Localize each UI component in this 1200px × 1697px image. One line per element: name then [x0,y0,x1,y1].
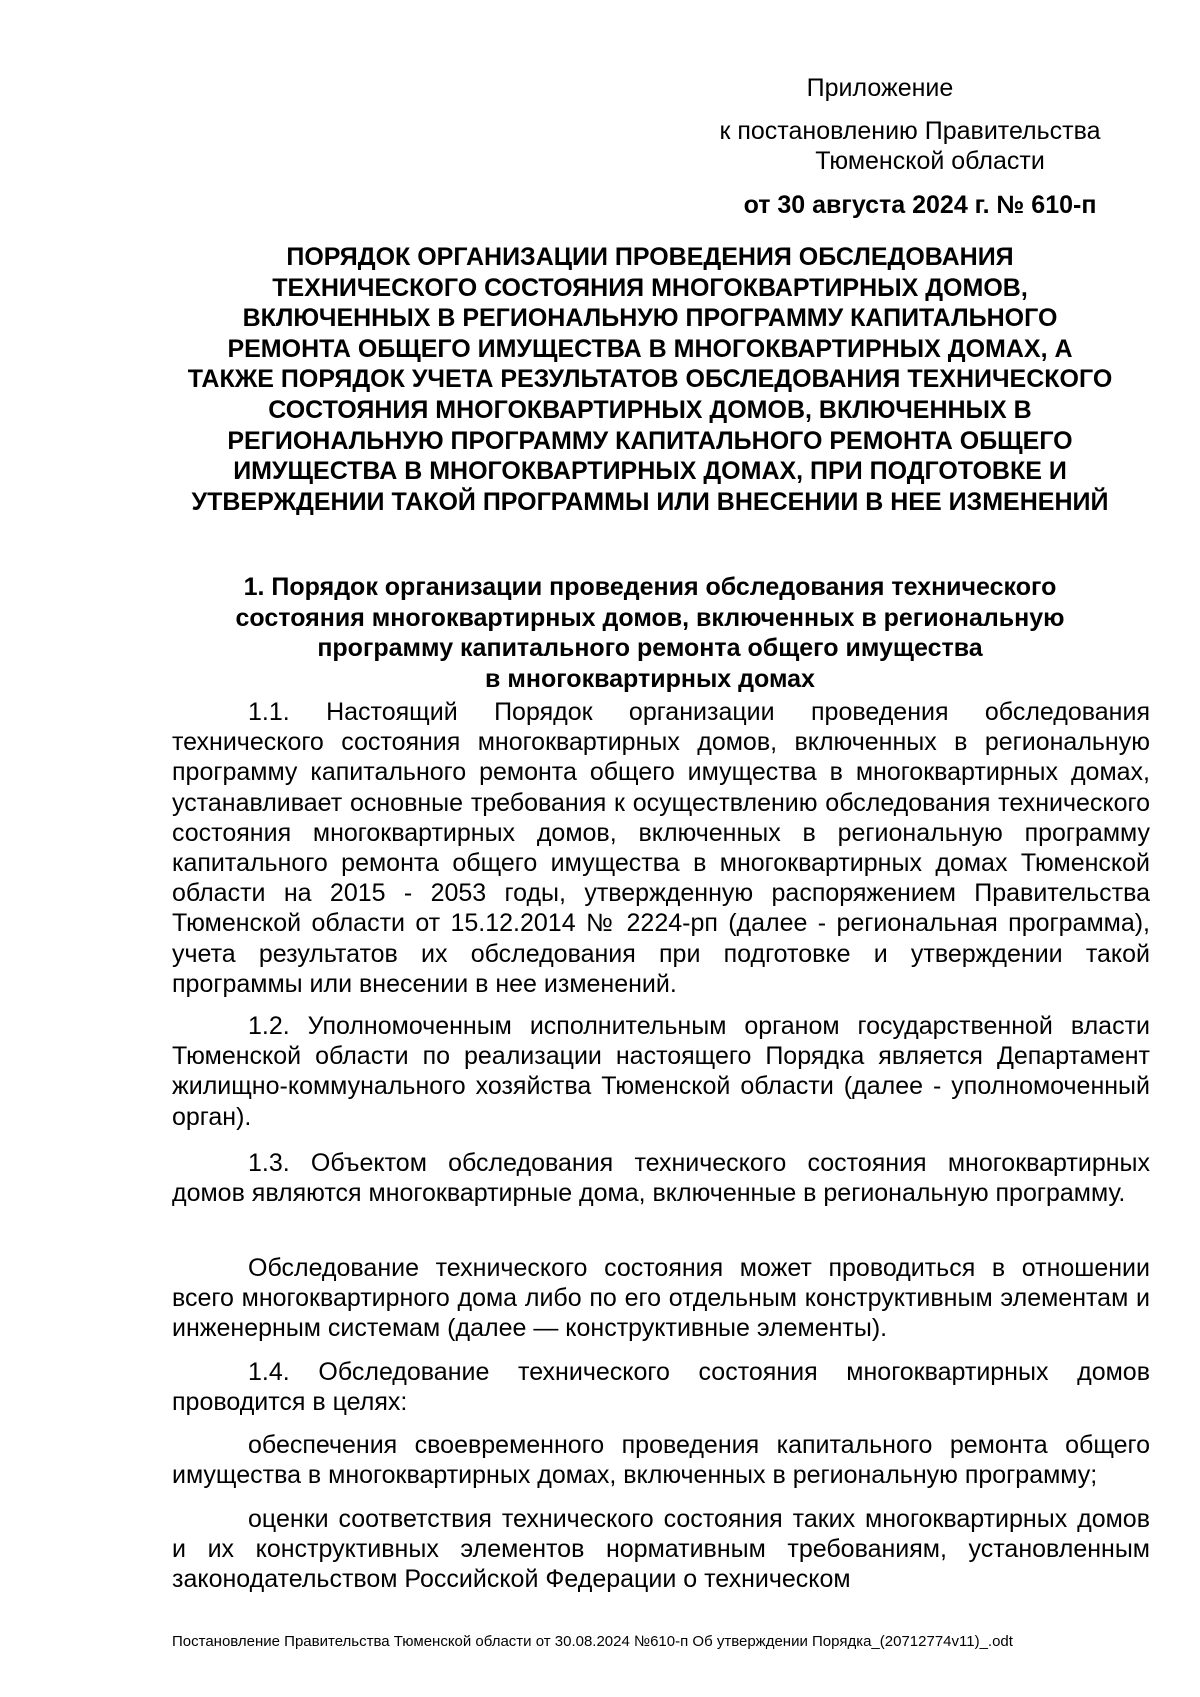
title-line: УТВЕРЖДЕНИИ ТАКОЙ ПРОГРАММЫ ИЛИ ВНЕСЕНИИ В НЕЕ ИЗМЕНЕНИЙ [191,487,1109,516]
paragraph-text: 1.2. Уполномоченным исполнительным органом государственной власти Тюменской области по реализации настоящего Порядка является Департамент жилищно-коммунального хозяйства Тюменской области (далее - уполномоченный орган). [172,1012,1150,1131]
page-footer: Постановление Правительства Тюменской области от 30.08.2024 №610-п Об утверждении Порядка_(20712774v11)_.odt [172,1633,1013,1650]
section-1-title [180,572,1120,694]
appendix-label: Приложение [806,74,954,102]
title-line: ВКЛЮЧЕННЫХ В РЕГИОНАЛЬНУЮ ПРОГРАММУ КАПИТАЛЬНОГО [242,304,1058,333]
section-title-line: программу капитального ремонта общего имущества [317,634,983,662]
paragraph-text: Обследование технического состояния может проводиться в отношении всего многоквартирного дома либо по его отдельным конструктивным элементам и инженерным системам (далее — конструктивные элементы). [172,1254,1150,1343]
government-name: Тюменской области [815,147,1045,175]
paragraph-text: 1.4. Обследование технического состояния многоквартирных домов проводится в целях: [172,1358,1150,1417]
resolution-reference: к постановлению Правительства [719,117,1101,145]
section-title-line: состояния многоквартирных домов, включенных в региональную [235,603,1065,632]
document-title [160,242,1140,517]
title-line: ИМУЩЕСТВА В МНОГОКВАРТИРНЫХ ДОМАХ, ПРИ ПОДГОТОВКЕ И [233,457,1067,486]
paragraph-1-2 [172,1011,1150,1132]
section-title-line: 1. Порядок организации проведения обследования технического [243,573,1057,601]
resolution-date-number: от 30 августа 2024 г. № 610-п [743,191,1097,219]
paragraph-text: 1.3. Объектом обследования технического состояния многоквартирных домов являются многоквартирные дома, включенные в региональную программу. [172,1149,1150,1208]
paragraph-text: оценки соответствия технического состояния таких многоквартирных домов и их конструктивных элементов нормативным требованиям, установленным законодательством Российской Федерации о техническом [172,1505,1150,1594]
paragraph-1-3-continued [172,1253,1150,1344]
title-line: СОСТОЯНИЯ МНОГОКВАРТИРНЫХ ДОМОВ, ВКЛЮЧЕННЫХ В [268,395,1032,424]
paragraph-1-4-item-b [172,1504,1150,1595]
title-line: ТЕХНИЧЕСКОГО СОСТОЯНИЯ МНОГОКВАРТИРНЫХ ДОМОВ, [272,273,1028,302]
title-line: ТАКЖЕ ПОРЯДОК УЧЕТА РЕЗУЛЬТАТОВ ОБСЛЕДОВАНИЯ ТЕХНИЧЕСКОГО [187,365,1113,394]
paragraph-text: обеспечения своевременного проведения капитального ремонта общего имущества в многоквартирных домах, включенных в региональную программу; [172,1431,1150,1490]
title-line: ПОРЯДОК ОРГАНИЗАЦИИ ПРОВЕДЕНИЯ ОБСЛЕДОВАНИЯ [286,243,1014,271]
title-line: РЕМОНТА ОБЩЕГО ИМУЩЕСТВА В МНОГОКВАРТИРНЫХ ДОМАХ, А [227,334,1073,363]
paragraph-1-4 [172,1357,1150,1417]
title-line: РЕГИОНАЛЬНУЮ ПРОГРАММУ КАПИТАЛЬНОГО РЕМОНТА ОБЩЕГО [227,426,1073,455]
section-title-line: в многоквартирных домах [485,664,815,693]
paragraph-1-4-item-a [172,1430,1150,1490]
paragraph-text: 1.1. Настоящий Порядок организации проведения обследования технического состояния многоквартирных домов, включенных в региональную программу капитального ремонта общего имущества в многоквартирных домах, устанавливает основные требования к осуществлению обследования технического состояния многоквартирных домов, включенных в региональную программу капитального ремонта общего имущества в многоквартирных домах Тюменской области на 2015 - 2053 годы, утвержденную распоряжением Правительства Тюменской области от 15.12.2014 № 2224-рп (далее - региональная программа), учета результатов их обследования при подготовке и утверждении такой программы или внесении в нее изменений. [172,698,1150,998]
paragraph-1-3 [172,1148,1150,1208]
paragraph-1-1 [172,697,1150,999]
